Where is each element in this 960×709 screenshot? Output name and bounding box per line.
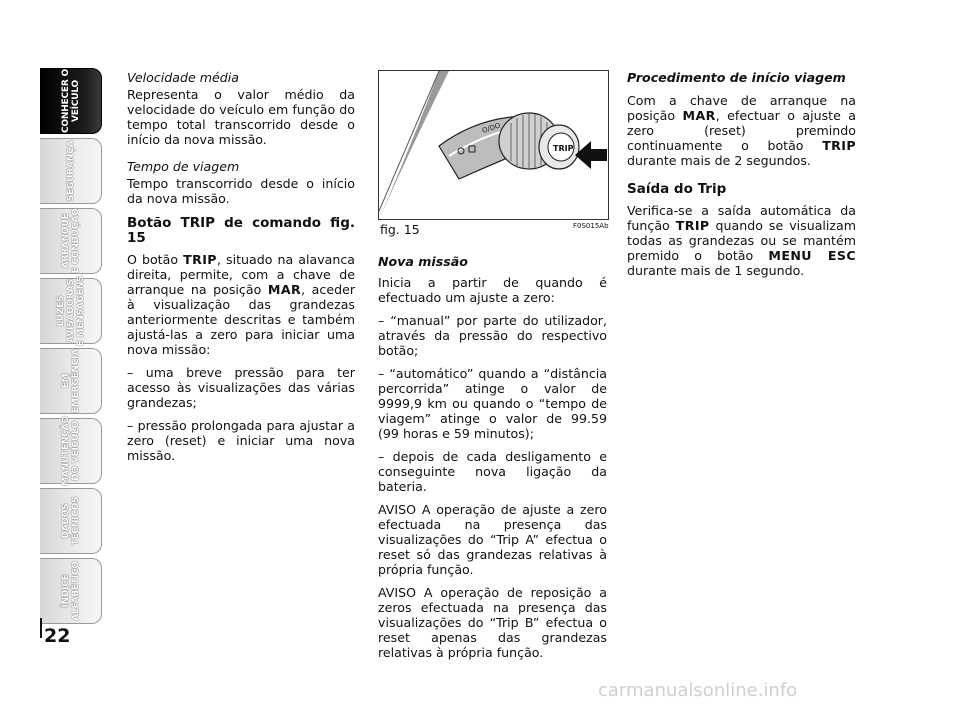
tab-luzes-avisadoras[interactable] [40, 275, 102, 347]
new-mission-manual: – “manual” por parte do utilizador, através da pressão do respectivo botão; [378, 313, 607, 358]
text: Verifica-se a saída automática da função [627, 203, 856, 233]
text: durante mais de 2 segundos. [627, 153, 811, 168]
figure-code: F0S015Ab [573, 222, 609, 230]
new-mission-intro: Inicia a partir de quando é efectuado um ajuste a zero: [378, 275, 607, 305]
trip-long-press: – pressão prolongada para ajustar a zero (reset) e iniciar uma nova missão. [127, 418, 355, 463]
mar-keyword: MAR [682, 108, 716, 123]
figure-15 [378, 70, 609, 220]
trip-time-title: Tempo de viagem [127, 159, 240, 174]
text: quando se visualizam todas as grandezas ou se mantém premido o botão [627, 218, 856, 263]
tab-em-emergencia[interactable] [40, 348, 102, 414]
trip-lever-illustration [379, 71, 608, 219]
page-number-rule [40, 618, 42, 638]
tab-indice-alfabetico[interactable] [40, 558, 102, 624]
warning-trip-b: AVISO A operação de reposição a zeros efectuada na presença das visualizações do “Trip B” efectua o reset apenas das grandezas relativas à própria função. [378, 585, 607, 660]
start-procedure-title: Procedimento de início viagem [627, 70, 846, 85]
trip-button-label: TRIP [553, 144, 574, 153]
tab-conhecer-o-veiculo[interactable] [40, 68, 102, 134]
lever-marks: O/DO [481, 121, 502, 135]
start-procedure-text [627, 93, 856, 168]
tab-label: LUZES AVISADORAS E MENSAGENS [55, 275, 86, 347]
text: O botão [127, 252, 184, 267]
trip-time-text: Tempo transcorrido desde o início da nova missão. [127, 176, 355, 206]
column-middle [378, 254, 607, 668]
trip-button-heading: Botão TRIP de comando fig. 15 [127, 215, 355, 246]
text: Com a chave de arranque na posição [627, 93, 856, 123]
text: , aceder à visualização das grandezas anteriormente descritas e também ajustá-las a zero para iniciar uma nova missão: [127, 282, 355, 357]
tab-manutencao[interactable] [40, 418, 102, 484]
tab-label: SEGURANÇA [65, 140, 76, 202]
tab-label: MANUTENÇÃO DO VEÍCULO [60, 416, 81, 486]
warning-trip-a: AVISO A operação de ajuste a zero efectuada na presença das visualizações do “Trip A” efectua o reset só das grandezas relativas à própria função. [378, 502, 607, 577]
tab-dados-tecnicos[interactable] [40, 488, 102, 554]
avg-speed-title: Velocidade média [127, 70, 239, 85]
exit-trip-heading: Saída do Trip [627, 181, 727, 197]
text: durante mais de 1 segundo. [627, 263, 805, 278]
figure-caption: fig. 15 [380, 222, 420, 237]
new-mission-title: Nova missão [378, 254, 468, 269]
tab-label: ARRANQUE E CONDUÇÃO [60, 208, 81, 274]
trip-keyword: TRIP [183, 252, 217, 267]
trip-keyword: TRIP [822, 138, 856, 153]
trip-keyword: TRIP [675, 218, 710, 233]
column-right [627, 70, 856, 286]
column-left [127, 70, 355, 471]
watermark: carmanualsonline.info [598, 680, 798, 701]
tab-label: CONHECER O VEÍCULO [60, 69, 81, 133]
pointer-arrow-icon [575, 141, 607, 169]
tab-label: EM EMERGÊNCIA [60, 348, 81, 414]
avg-speed-text: Representa o valor médio da velocidade do veículo em função do tempo total transcorrido desde o início da nova missão. [127, 87, 355, 147]
text: , efectuar o ajuste a zero (reset) premindo continuamente o botão [627, 108, 856, 153]
exit-trip-text [627, 203, 856, 278]
tab-label: DADOS TÉCNICOS [60, 496, 81, 546]
menu-esc-keyword: MENU ESC [768, 248, 856, 263]
trip-paragraph [127, 252, 355, 357]
tab-seguranca[interactable] [40, 138, 102, 204]
page-number: 22 [44, 625, 71, 647]
trip-short-press: – uma breve pressão para ter acesso às visualizações das várias grandezas; [127, 365, 355, 410]
mar-keyword: MAR [267, 282, 302, 297]
new-mission-battery: – depois de cada desligamento e conseguinte nova ligação da bateria. [378, 449, 607, 494]
text: , situado na alavanca direita, permite, com a chave de arranque na posição [127, 252, 355, 297]
tab-arranque-e-conducao[interactable] [40, 208, 102, 274]
new-mission-automatic: – “automático” quando a “distância percorrida” atinge o valor de 9999,9 km ou quando o “tempo de viagem” atinge o valor de 99.59 (99 horas e 59 minutos); [378, 366, 607, 441]
tab-label: ÍNDICE ALFABÉTICO [60, 561, 81, 621]
